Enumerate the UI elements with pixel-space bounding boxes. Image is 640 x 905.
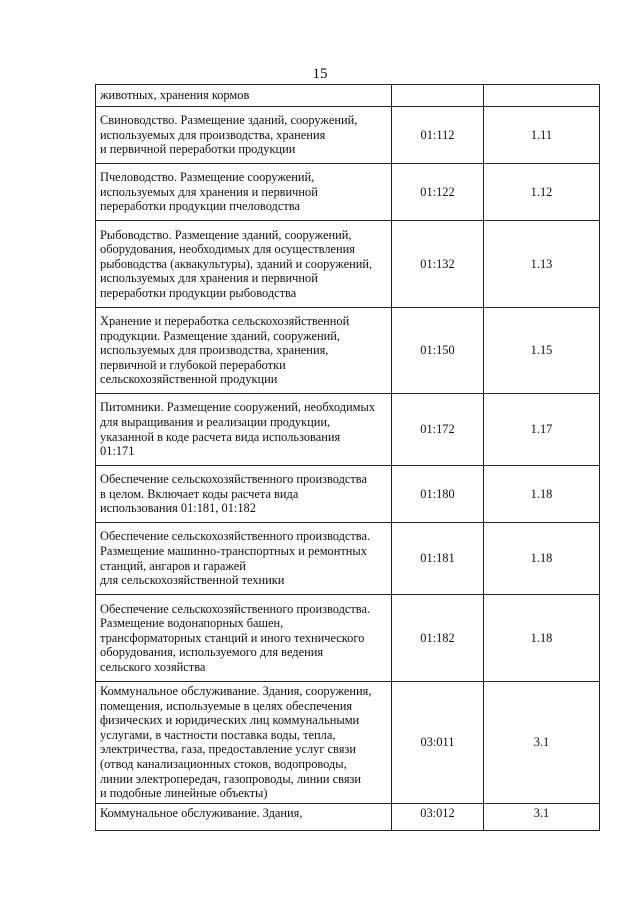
row-usage-code: 01:112 <box>392 107 484 164</box>
row-description <box>96 682 392 804</box>
row-description <box>96 221 392 308</box>
row-classifier-number: 1.18 <box>484 466 600 523</box>
description-line: Размещение машинно-транспортных и ремонтных <box>100 543 367 558</box>
description-line: Рыбоводство. Размещение зданий, сооружений, <box>100 227 352 242</box>
description-line: используемых для производства, хранения, <box>100 343 329 358</box>
description-line: Обеспечение сельскохозяйственного производства <box>100 472 367 487</box>
row-usage-code: 01:181 <box>392 523 484 595</box>
row-classifier-number: 1.15 <box>484 308 600 394</box>
description-line: Питомники. Размещение сооружений, необходимых <box>100 400 376 415</box>
table-row <box>96 221 600 308</box>
row-usage-code: 03:011 <box>392 682 484 804</box>
row-usage-code <box>392 85 484 107</box>
description-line: животных, хранения кормов <box>100 88 250 103</box>
row-usage-code: 01:182 <box>392 595 484 682</box>
row-classifier-number: 1.17 <box>484 394 600 466</box>
row-classifier-number: 1.18 <box>484 523 600 595</box>
description-line: продукции. Размещение зданий, сооружений, <box>100 328 341 343</box>
description-line: (отвод канализационных стоков, водопроводы, <box>100 756 347 771</box>
row-classifier-number: 3.1 <box>484 682 600 804</box>
table-row <box>96 85 600 107</box>
description-line: и подобные линейные объекты) <box>100 786 268 801</box>
description-line: оборудования, используемого для ведения <box>100 645 324 660</box>
description-line: рыбоводства (аквакультуры), зданий и сооружений, <box>100 256 373 271</box>
description-line: Размещение водонапорных башен, <box>100 616 284 631</box>
description-line: помещения, используемые в целях обеспечения <box>100 698 353 713</box>
row-classifier-number: 1.18 <box>484 595 600 682</box>
row-usage-code: 03:012 <box>392 803 484 830</box>
description-line: Коммунальное обслуживание. Здания, сооружения, <box>100 684 372 698</box>
row-description <box>96 85 392 107</box>
description-line: Обеспечение сельскохозяйственного производства. <box>100 601 371 616</box>
description-line: указанной в коде расчета вида использования <box>100 429 341 444</box>
row-description <box>96 394 392 466</box>
table-row <box>96 107 600 164</box>
description-line: используемых для производства, хранения <box>100 127 326 142</box>
row-classifier-number: 1.12 <box>484 164 600 221</box>
row-usage-code: 01:172 <box>392 394 484 466</box>
row-description <box>96 466 392 523</box>
table-row <box>96 164 600 221</box>
description-line: электричества, газа, предоставление услуг связи <box>100 742 356 757</box>
description-line: Пчеловодство. Размещение сооружений, <box>100 170 315 185</box>
description-line: трансформаторных станций и иного технического <box>100 630 365 645</box>
table-row <box>96 308 600 394</box>
table-row <box>96 803 600 830</box>
description-line: Свиноводство. Размещение зданий, сооружений, <box>100 113 358 128</box>
land-use-table <box>95 84 600 831</box>
description-line: физических и юридических лиц коммунальными <box>100 713 360 728</box>
description-line: используемых для хранения и первичной <box>100 271 318 286</box>
row-classifier-number: 3.1 <box>484 803 600 830</box>
row-description <box>96 523 392 595</box>
description-line: услугами, в частности поставка воды, тепла, <box>100 727 336 742</box>
row-description <box>96 803 392 830</box>
description-line: Хранение и переработка сельскохозяйственной <box>100 314 350 329</box>
table-row <box>96 595 600 682</box>
row-usage-code: 01:122 <box>392 164 484 221</box>
description-line: сельскохозяйственной продукции <box>100 372 278 387</box>
row-usage-code: 01:180 <box>392 466 484 523</box>
table-row <box>96 523 600 595</box>
row-classifier-number: 1.13 <box>484 221 600 308</box>
description-line: Обеспечение сельскохозяйственного производства. <box>100 529 371 544</box>
description-line: переработки продукции рыбоводства <box>100 285 297 300</box>
description-line: 01:171 <box>100 444 135 459</box>
description-line: сельского хозяйства <box>100 659 206 674</box>
row-description <box>96 107 392 164</box>
description-line: используемых для хранения и первичной <box>100 184 318 199</box>
description-line: станций, ангаров и гаражей <box>100 558 246 573</box>
description-line: для сельскохозяйственной техники <box>100 573 285 588</box>
table-row <box>96 682 600 804</box>
description-line: Коммунальное обслуживание. Здания, <box>100 805 303 820</box>
table-row <box>96 394 600 466</box>
row-usage-code: 01:132 <box>392 221 484 308</box>
row-description <box>96 308 392 394</box>
row-description <box>96 164 392 221</box>
page-number: 15 <box>312 66 328 82</box>
description-line: оборудования, необходимых для осуществления <box>100 242 356 257</box>
table-row <box>96 466 600 523</box>
row-description <box>96 595 392 682</box>
row-classifier-number <box>484 85 600 107</box>
description-line: первичной и глубокой переработки <box>100 357 286 372</box>
description-line: для выращивания и реализации продукции, <box>100 414 331 429</box>
row-usage-code: 01:150 <box>392 308 484 394</box>
description-line: в целом. Включает коды расчета вида <box>100 486 299 501</box>
description-line: использования 01:181, 01:182 <box>100 501 256 516</box>
description-line: линии электропередач, газопроводы, линии связи <box>100 771 362 786</box>
description-line: и первичной переработки продукции <box>100 142 296 157</box>
row-classifier-number: 1.11 <box>484 107 600 164</box>
description-line: переработки продукции пчеловодства <box>100 199 300 214</box>
